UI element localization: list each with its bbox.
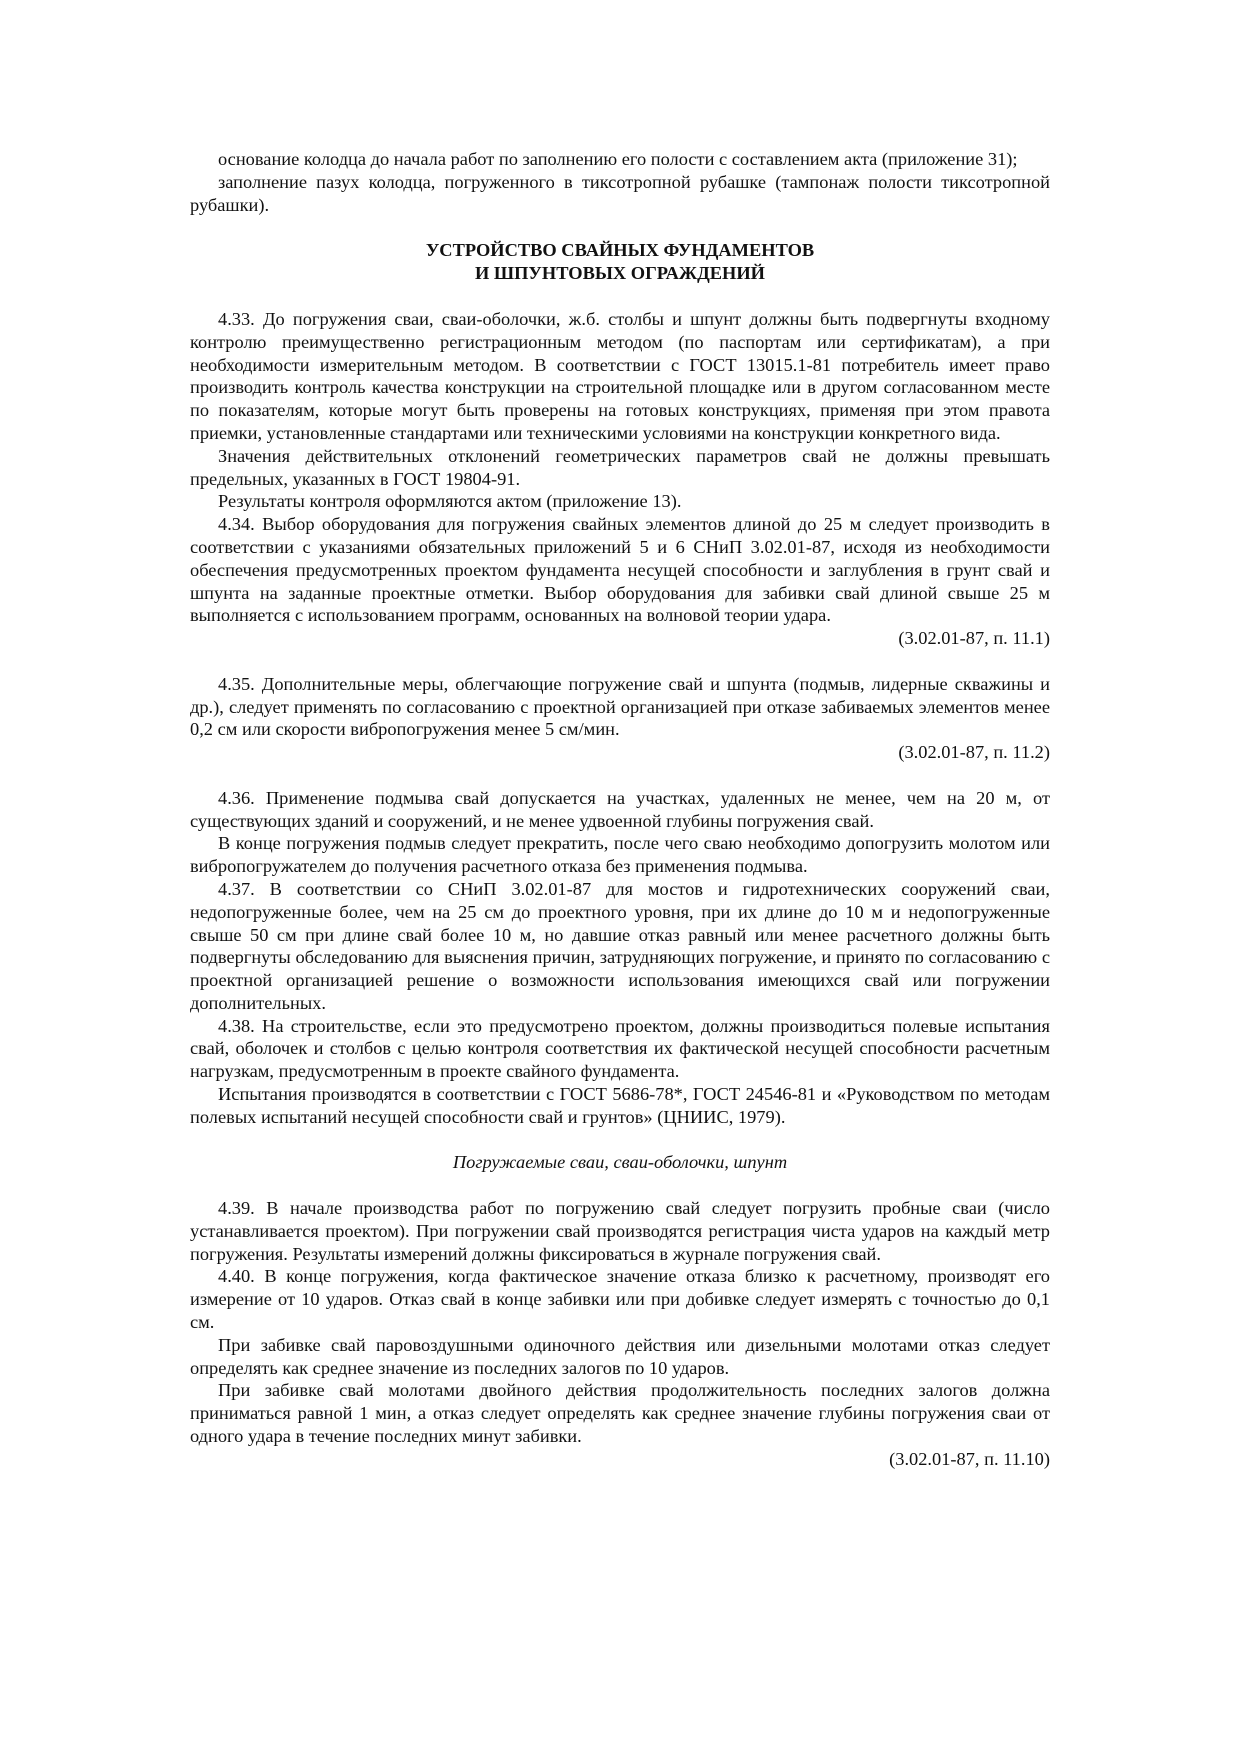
paragraph-foundation-act: основание колодца до начала работ по заполнению его полости с составлением акта (приложение 31); xyxy=(218,149,1018,169)
paragraph-control-results: Результаты контроля оформляются актом (приложение 13). xyxy=(218,491,682,512)
paragraph-4-33: 4.33. До погружения сваи, сваи-оболочки, ж.б. столбы и шпунт должны быть подвергнуты входному контролю преимущественно регистрационным методом (по паспортам или сертификатам), а при необходимости измерительным методом. В соответствии с ГОСТ 13015.1-81 потребитель имеет право производить контроль качества конструкции на строительной площадке или в другом согласованном месте по показателям, которые могут быть проверены на готовых конструкциях, применяя при этом правота приемки, установленные стандартами или техническими условиями на конструкции конкретного вида. xyxy=(190,308,1050,443)
section-title xyxy=(190,239,1050,285)
subsection-title: Погружаемые сваи, сваи-оболочки, шпунт xyxy=(452,1152,788,1173)
paragraph-4-39: 4.39. В начале производства работ по погружению свай следует погрузить пробные сваи (число устанавливается проектом). При погружении свай производятся регистрация чиста ударов на каждый метр погружения. Результаты измерений должны фиксироваться в журнале погружения свай. xyxy=(190,1198,1050,1264)
paragraph-tests-gost: Испытания производятся в соответствии с ГОСТ 5686-78*, ГОСТ 24546-81 и «Руководством по методам полевых испытаний несущей способности свай и грунтов» (ЦНИИС, 1979). xyxy=(190,1084,1050,1127)
paragraph-washout-stop: В конце погружения подмыв следует прекратить, после чего сваю необходимо допогрузить молотом или вибропогружателем до получения расчетного отказа без применения подмыва. xyxy=(190,833,1050,877)
paragraph-single-action-hammers: При забивке свай паровоздушными одиночного действия или дизельными молотами отказ следует определять как среднее значение из последних залогов по 10 ударов. xyxy=(190,1334,1050,1378)
reference-11-1: (3.02.01-87, п. 11.1) xyxy=(898,628,1050,649)
paragraph-deviations: Значения действительных отклонений геометрических параметров свай не должны превышать предельных, указанных в ГОСТ 19804-91. xyxy=(190,445,1050,489)
reference-11-10: (3.02.01-87, п. 11.10) xyxy=(889,1448,1050,1469)
paragraph-4-36: 4.36. Применение подмыва свай допускается на участках, удаленных не менее, чем на 20 м, от существующих зданий и сооружений, и не менее удвоенной глубины погружения свай. xyxy=(190,787,1050,831)
paragraph-4-38: 4.38. На строительстве, если это предусмотрено проектом, должны производиться полевые испытания свай, оболочек и столбов с целью контроля соответствия их фактической несущей способности расчетным нагрузкам, предусмотренным в проекте свайного фундамента. xyxy=(190,1015,1050,1082)
paragraph-4-34: 4.34. Выбор оборудования для погружения свайных элементов длиной до 25 м следует производить в соответствии с указаниями обязательных приложений 5 и 6 СНиП 3.02.01-87, исходя из необходимости обеспечения предусмотренных проектом фундамента несущей способности и заглубления в грунт свай и шпунта на заданные проектные отметки. Выбор оборудования для забивки свай длиной свыше 25 м выполняется с использованием программ, основанных на волновой теории удара. xyxy=(190,514,1050,626)
paragraph-double-action-hammers: При забивке свай молотами двойного действия продолжительность последних залогов должна приниматься равной 1 мин, а отказ следует определять как среднее значение глубины погружения сваи от одного удара в течение последних минут забивки. xyxy=(190,1380,1050,1447)
paragraph-4-40: 4.40. В конце погружения, когда фактическое значение отказа близко к расчетному, производят его измерение от 10 ударов. Отказ свай в конце забивки или при добивке следует измерять с точностью до 0,1 см. xyxy=(190,1266,1050,1333)
section-title-line-1: УСТРОЙСТВО СВАЙНЫХ ФУНДАМЕНТОВ xyxy=(425,240,815,261)
paragraph-4-37: 4.37. В соответствии со СНиП 3.02.01-87 для мостов и гидротехнических сооружений сваи, недопогруженные более, чем на 25 см до проектного уровня, при их длине до 10 м и недопогруженные свыше 50 см при длине свай более 10 м, но давшие отказ равный или менее расчетного должны быть подвергнуты обследованию для выяснения причин, затрудняющих погружение, и принято по согласованию с проектной организацией решение о возможности использования имеющихся свай или погружении дополнительных. xyxy=(190,878,1050,1013)
reference-11-2: (3.02.01-87, п. 11.2) xyxy=(898,742,1050,763)
paragraph-4-35: 4.35. Дополнительные меры, облегчающие погружение свай и шпунта (подмыв, лидерные скважины и др.), следует применять по согласованию с проектной организацией при отказе забиваемых элементов менее 0,2 см или скорости вибропогружения менее 5 см/мин. xyxy=(190,673,1050,740)
document-page xyxy=(190,148,1050,1471)
paragraph-sinus-filling: заполнение пазух колодца, погруженного в тиксотропной рубашке (тампонаж полости тиксотропной рубашки). xyxy=(190,171,1050,215)
section-title-line-2: И ШПУНТОВЫХ ОГРАЖДЕНИЙ xyxy=(475,263,765,284)
